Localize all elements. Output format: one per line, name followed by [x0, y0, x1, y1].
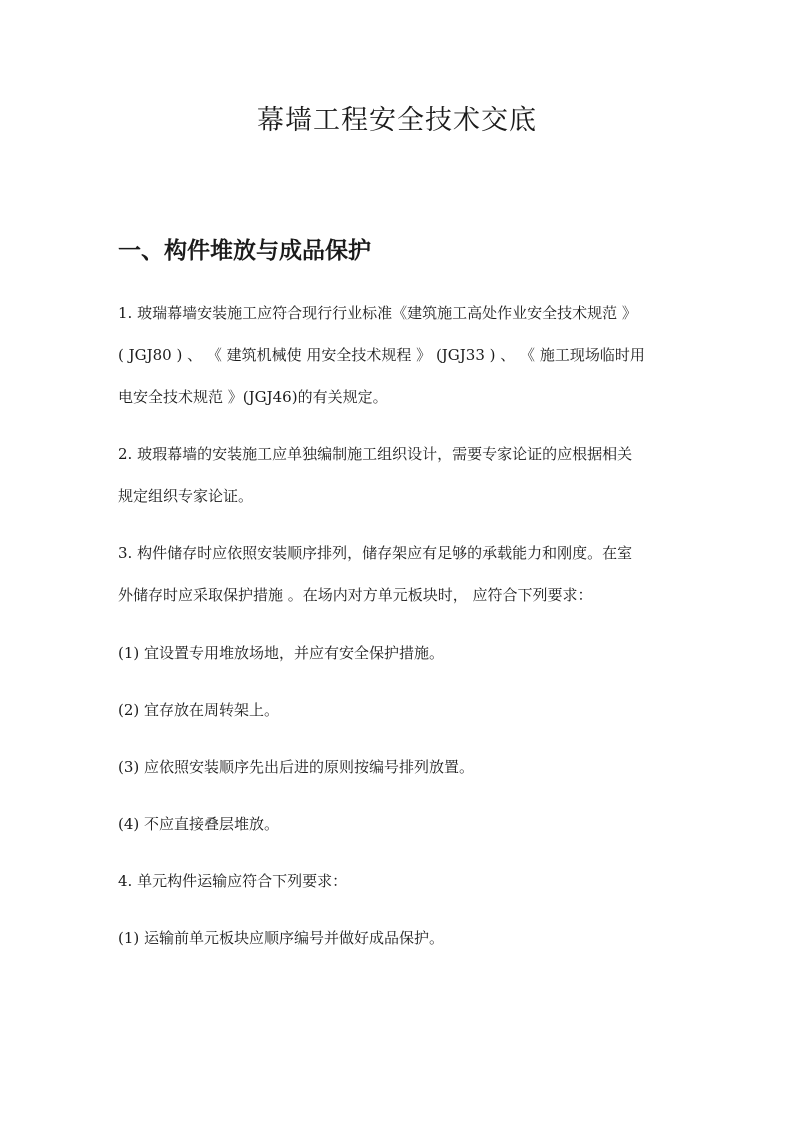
paragraph-1-line-1: 1. 玻瑞幕墙安装施工应符合现行行业标准《建筑施工高处作业安全技术规范 》: [118, 304, 637, 322]
list-item: (2) 宜存放在周转架上。: [118, 701, 280, 719]
paragraph-3-line-2: 外储存时应采取保护措施 。在场内对方单元板块时， 应符合下列要求：: [118, 586, 593, 604]
section-heading: 一、构件堆放与成品保护: [118, 238, 371, 264]
document-title: 幕墙工程安全技术交底: [257, 105, 537, 136]
list-item: (1) 宜设置专用堆放场地，并应有安全保护措施。: [118, 644, 445, 662]
paragraph-1-line-2: ( JGJ80 ) 、 《 建筑机械使 用安全技术规程 》 (JGJ33 ) 、 《 施工现场临时用: [118, 346, 645, 364]
paragraph-3: [118, 532, 678, 616]
paragraph-2-line-1: 2. 玻瑕幕墙的安装施工应单独编制施工组织设计，需要专家论证的应根据相关: [118, 445, 633, 463]
paragraph-3-line-1: 3. 构件储存时应依照安装顺序排列，储存架应有足够的承载能力和刚度。在室: [118, 544, 633, 562]
list-item: (4) 不应直接叠层堆放。: [118, 815, 280, 833]
paragraph-4: 4. 单元构件运输应符合下列要求：: [118, 872, 348, 890]
paragraph-2-line-2: 规定组织专家论证。: [118, 487, 254, 505]
paragraph-1: [118, 292, 678, 418]
paragraph-2: [118, 433, 678, 517]
list-item: (1) 运输前单元板块应顺序编号并做好成品保护。: [118, 929, 445, 947]
paragraph-1-line-3: 电安全技术规范 》(JGJ46)的有关规定。: [118, 388, 388, 406]
list-item: (3) 应依照安装顺序先出后进的原则按编号排列放置。: [118, 758, 475, 776]
